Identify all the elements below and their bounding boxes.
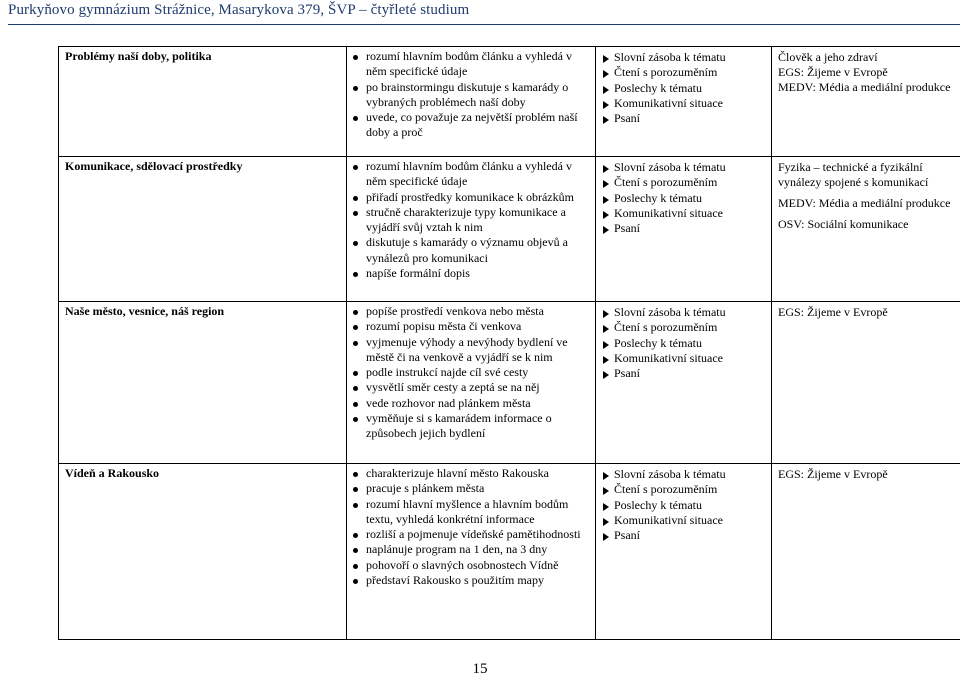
list-item: Poslechy k tématu xyxy=(602,498,765,513)
list-item: charakterizuje hlavní město Rakouska xyxy=(353,466,589,481)
skills-cell xyxy=(596,47,772,157)
table-row xyxy=(59,302,960,464)
skills-list xyxy=(602,467,765,543)
list-item: Poslechy k tématu xyxy=(602,336,765,351)
list-item: uvede, co považuje za největší problém naší doby a proč xyxy=(353,110,589,141)
list-item: pohovoří o slavných osobnostech Vídně xyxy=(353,558,589,573)
list-item: vyjmenuje výhody a nevýhody bydlení ve městě či na venkově a vyjádří se k nim xyxy=(353,335,589,366)
header-divider xyxy=(8,24,960,25)
list-item: Čtení s porozuměním xyxy=(602,65,765,80)
cross-topic: OSV: Sociální komunikace xyxy=(778,217,954,232)
list-item: napíše formální dopis xyxy=(353,266,589,281)
topic-cell: Komunikace, sdělovací prostředky xyxy=(59,157,347,302)
list-item: přiřadí prostředky komunikace k obrázkům xyxy=(353,190,589,205)
list-item: Psaní xyxy=(602,528,765,543)
cross-topic: EGS: Žijeme v Evropě xyxy=(778,305,954,320)
list-item: Komunikativní situace xyxy=(602,513,765,528)
skills-cell xyxy=(596,157,772,302)
table-body xyxy=(59,47,960,640)
cross-topic: MEDV: Média a mediální produkce xyxy=(778,80,954,95)
outputs-list xyxy=(353,304,589,442)
list-item: Psaní xyxy=(602,221,765,236)
list-item: Psaní xyxy=(602,366,765,381)
list-item: vede rozhovor nad plánkem města xyxy=(353,396,589,411)
list-item: Komunikativní situace xyxy=(602,206,765,221)
outputs-list xyxy=(353,466,589,588)
list-item: rozumí hlavní myšlence a hlavním bodům textu, vyhledá konkrétní informace xyxy=(353,497,589,528)
page-number: 15 xyxy=(0,661,960,678)
list-item: rozumí hlavním bodům článku a vyhledá v něm specifické údaje xyxy=(353,159,589,190)
document-header: Purkyňovo gymnázium Strážnice, Masarykova 379, ŠVP – čtyřleté studium xyxy=(8,2,469,19)
outputs-list xyxy=(353,49,589,141)
list-item: vysvětlí směr cesty a zeptá se na něj xyxy=(353,380,589,395)
list-item: Slovní zásoba k tématu xyxy=(602,50,765,65)
list-item: vyměňuje si s kamarádem informace o způsobech jejich bydlení xyxy=(353,411,589,442)
topic-cell: Vídeň a Rakousko xyxy=(59,464,347,640)
skills-cell xyxy=(596,302,772,464)
skills-list xyxy=(602,160,765,236)
cross-topics-cell xyxy=(772,464,960,640)
list-item: Komunikativní situace xyxy=(602,351,765,366)
cross-topics-cell xyxy=(772,157,960,302)
list-item: rozliší a pojmenuje vídeňské pamětihodnosti xyxy=(353,527,589,542)
topic-cell: Problémy naší doby, politika xyxy=(59,47,347,157)
table-row xyxy=(59,464,960,640)
table-row xyxy=(59,157,960,302)
list-item: diskutuje s kamarády o významu objevů a vynálezů pro komunikaci xyxy=(353,235,589,266)
skills-list xyxy=(602,305,765,381)
list-item: po brainstormingu diskutuje s kamarády o vybraných problémech naší doby xyxy=(353,80,589,111)
list-item: Slovní zásoba k tématu xyxy=(602,467,765,482)
list-item: Slovní zásoba k tématu xyxy=(602,305,765,320)
outputs-list xyxy=(353,159,589,281)
list-item: popíše prostředí venkova nebo města xyxy=(353,304,589,319)
list-item: představí Rakousko s použitím mapy xyxy=(353,573,589,588)
table-row xyxy=(59,47,960,157)
cross-topics-cell xyxy=(772,47,960,157)
cross-topic: EGS: Žijeme v Evropě xyxy=(778,467,954,482)
list-item: rozumí popisu města či venkova xyxy=(353,319,589,334)
list-item: rozumí hlavním bodům článku a vyhledá v něm specifické údaje xyxy=(353,49,589,80)
cross-topic: Fyzika – technické a fyzikální vynálezy spojené s komunikací xyxy=(778,160,954,190)
skills-cell xyxy=(596,464,772,640)
list-item: pracuje s plánkem města xyxy=(353,481,589,496)
skills-list xyxy=(602,50,765,126)
outputs-cell xyxy=(347,464,596,640)
outputs-cell xyxy=(347,157,596,302)
cross-topics-cell xyxy=(772,302,960,464)
curriculum-table xyxy=(58,46,960,640)
list-item: Slovní zásoba k tématu xyxy=(602,160,765,175)
list-item: podle instrukcí najde cíl své cesty xyxy=(353,365,589,380)
topic-cell: Naše město, vesnice, náš region xyxy=(59,302,347,464)
outputs-cell xyxy=(347,302,596,464)
list-item: Čtení s porozuměním xyxy=(602,320,765,335)
list-item: Psaní xyxy=(602,111,765,126)
list-item: Komunikativní situace xyxy=(602,96,765,111)
list-item: naplánuje program na 1 den, na 3 dny xyxy=(353,542,589,557)
list-item: Čtení s porozuměním xyxy=(602,175,765,190)
cross-topic: EGS: Žijeme v Evropě xyxy=(778,65,954,80)
cross-topic: MEDV: Média a mediální produkce xyxy=(778,196,954,211)
list-item: stručně charakterizuje typy komunikace a vyjádří svůj vztah k nim xyxy=(353,205,589,236)
list-item: Čtení s porozuměním xyxy=(602,482,765,497)
outputs-cell xyxy=(347,47,596,157)
list-item: Poslechy k tématu xyxy=(602,191,765,206)
cross-topic: Člověk a jeho zdraví xyxy=(778,50,954,65)
list-item: Poslechy k tématu xyxy=(602,81,765,96)
